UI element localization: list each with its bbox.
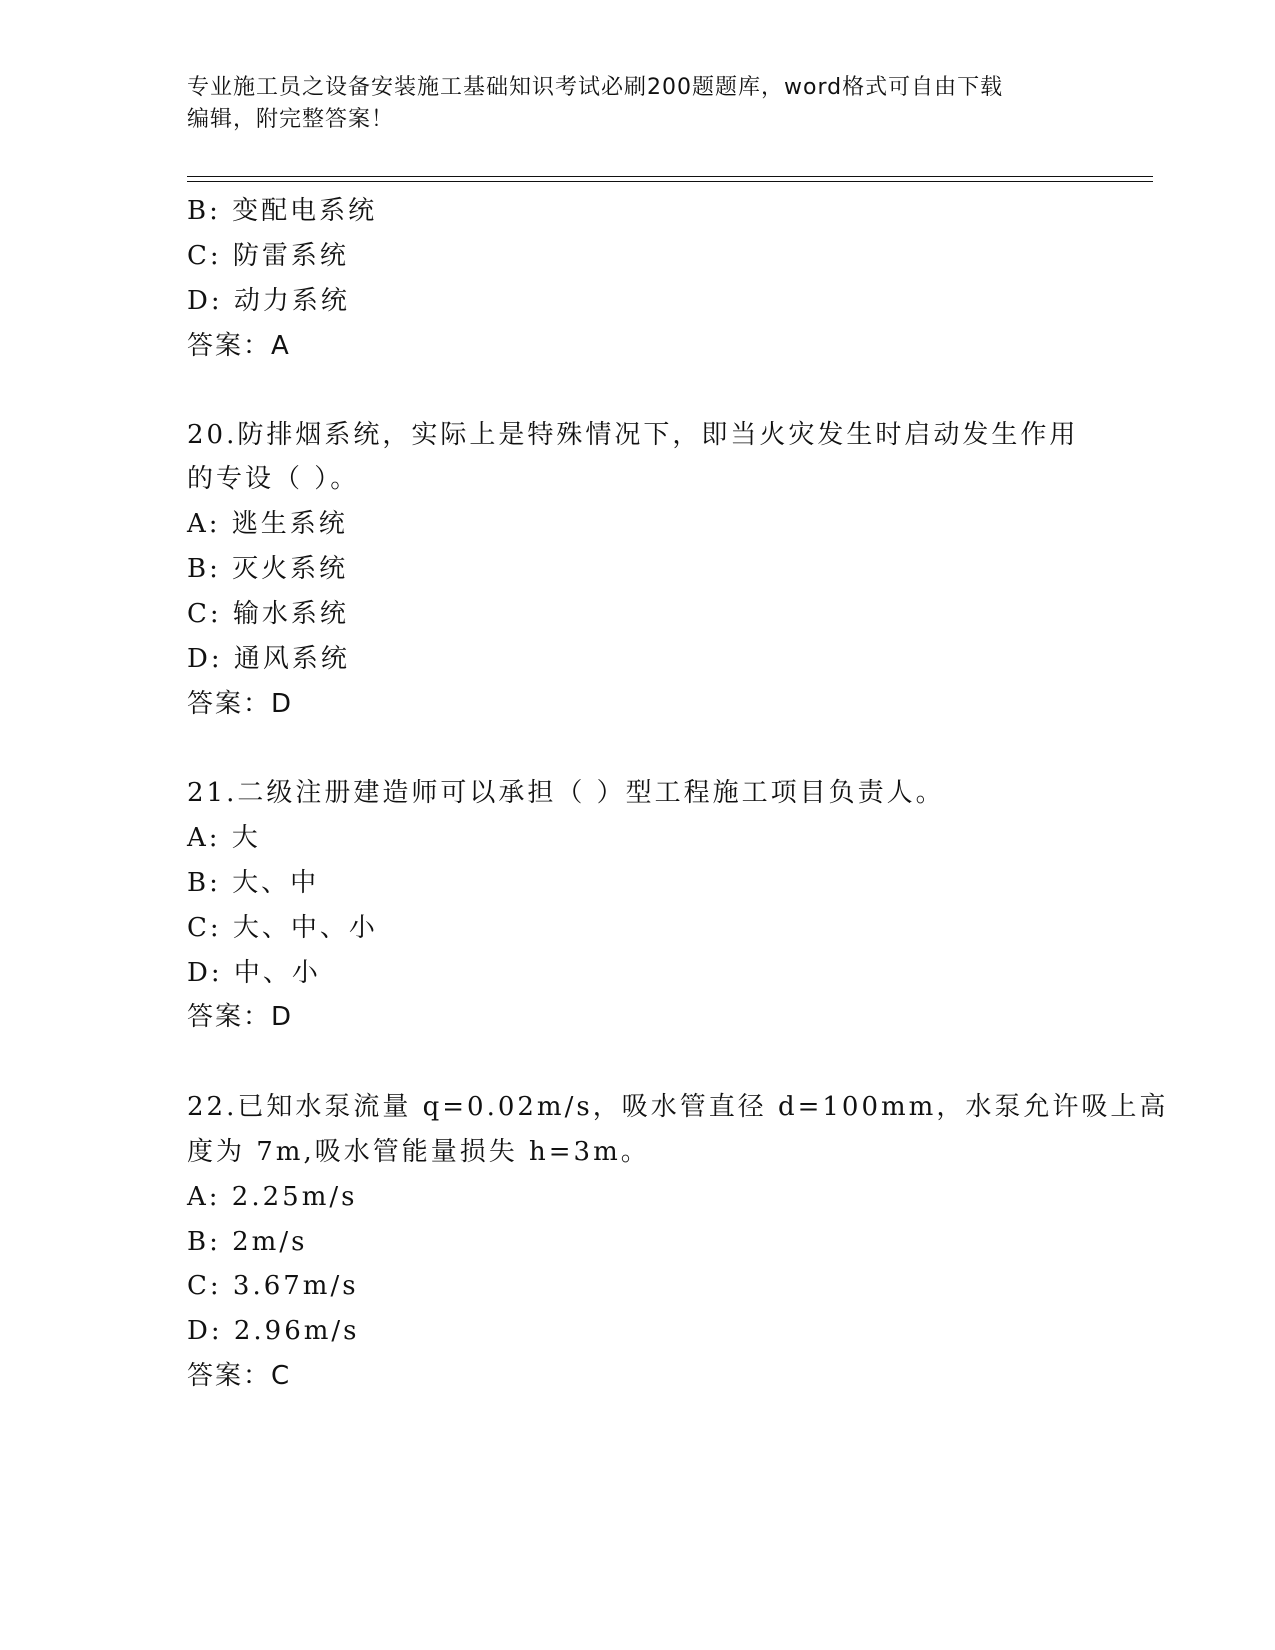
document-header <box>187 72 1067 136</box>
option-c: C: 大、中、小 <box>187 913 378 943</box>
question-stem-line: 21.二级注册建造师可以承担（ ）型工程施工项目负责人。 <box>187 778 945 808</box>
option-a: A: 2.25m/s <box>187 1182 358 1212</box>
header-line-2: 编辑，附完整答案！ <box>187 107 395 132</box>
option-d: D: 中、小 <box>187 958 321 988</box>
option-a: A: 逃生系统 <box>187 509 348 539</box>
option-b: B: 灭火系统 <box>187 554 349 584</box>
header-line-1: 专业施工员之设备安装施工基础知识考试必刷200题题库，word格式可自由下载 <box>187 75 1004 100</box>
question-stem-line: 20.防排烟系统，实际上是特殊情况下，即当火灾发生时启动发生作用 <box>187 420 1079 450</box>
question-stem-line: 度为 7m,吸水管能量损失 h=3m。 <box>187 1137 650 1167</box>
answer-line: 答案：A <box>187 331 291 361</box>
question-stem-line: 的专设（ ）。 <box>187 464 360 494</box>
option-d: D: 动力系统 <box>187 286 350 316</box>
header-divider-bottom <box>187 181 1153 182</box>
header-divider-top <box>187 176 1153 177</box>
option-d: D: 通风系统 <box>187 644 350 674</box>
option-b: B: 2m/s <box>187 1227 308 1257</box>
question-stem-line: 22.已知水泵流量 q=0.02m/s，吸水管直径 d=100mm，水泵允许吸上高 <box>187 1092 1169 1122</box>
option-a: A: 大 <box>187 823 261 853</box>
option-b: B: 变配电系统 <box>187 196 378 226</box>
answer-line: 答案：D <box>187 1002 294 1032</box>
option-c: C: 3.67m/s <box>187 1271 359 1301</box>
option-d: D: 2.96m/s <box>187 1316 360 1346</box>
answer-line: 答案：C <box>187 1361 292 1391</box>
option-c: C: 输水系统 <box>187 599 349 629</box>
option-c: C: 防雷系统 <box>187 241 349 271</box>
option-b: B: 大、中 <box>187 868 320 898</box>
answer-line: 答案：D <box>187 689 294 719</box>
